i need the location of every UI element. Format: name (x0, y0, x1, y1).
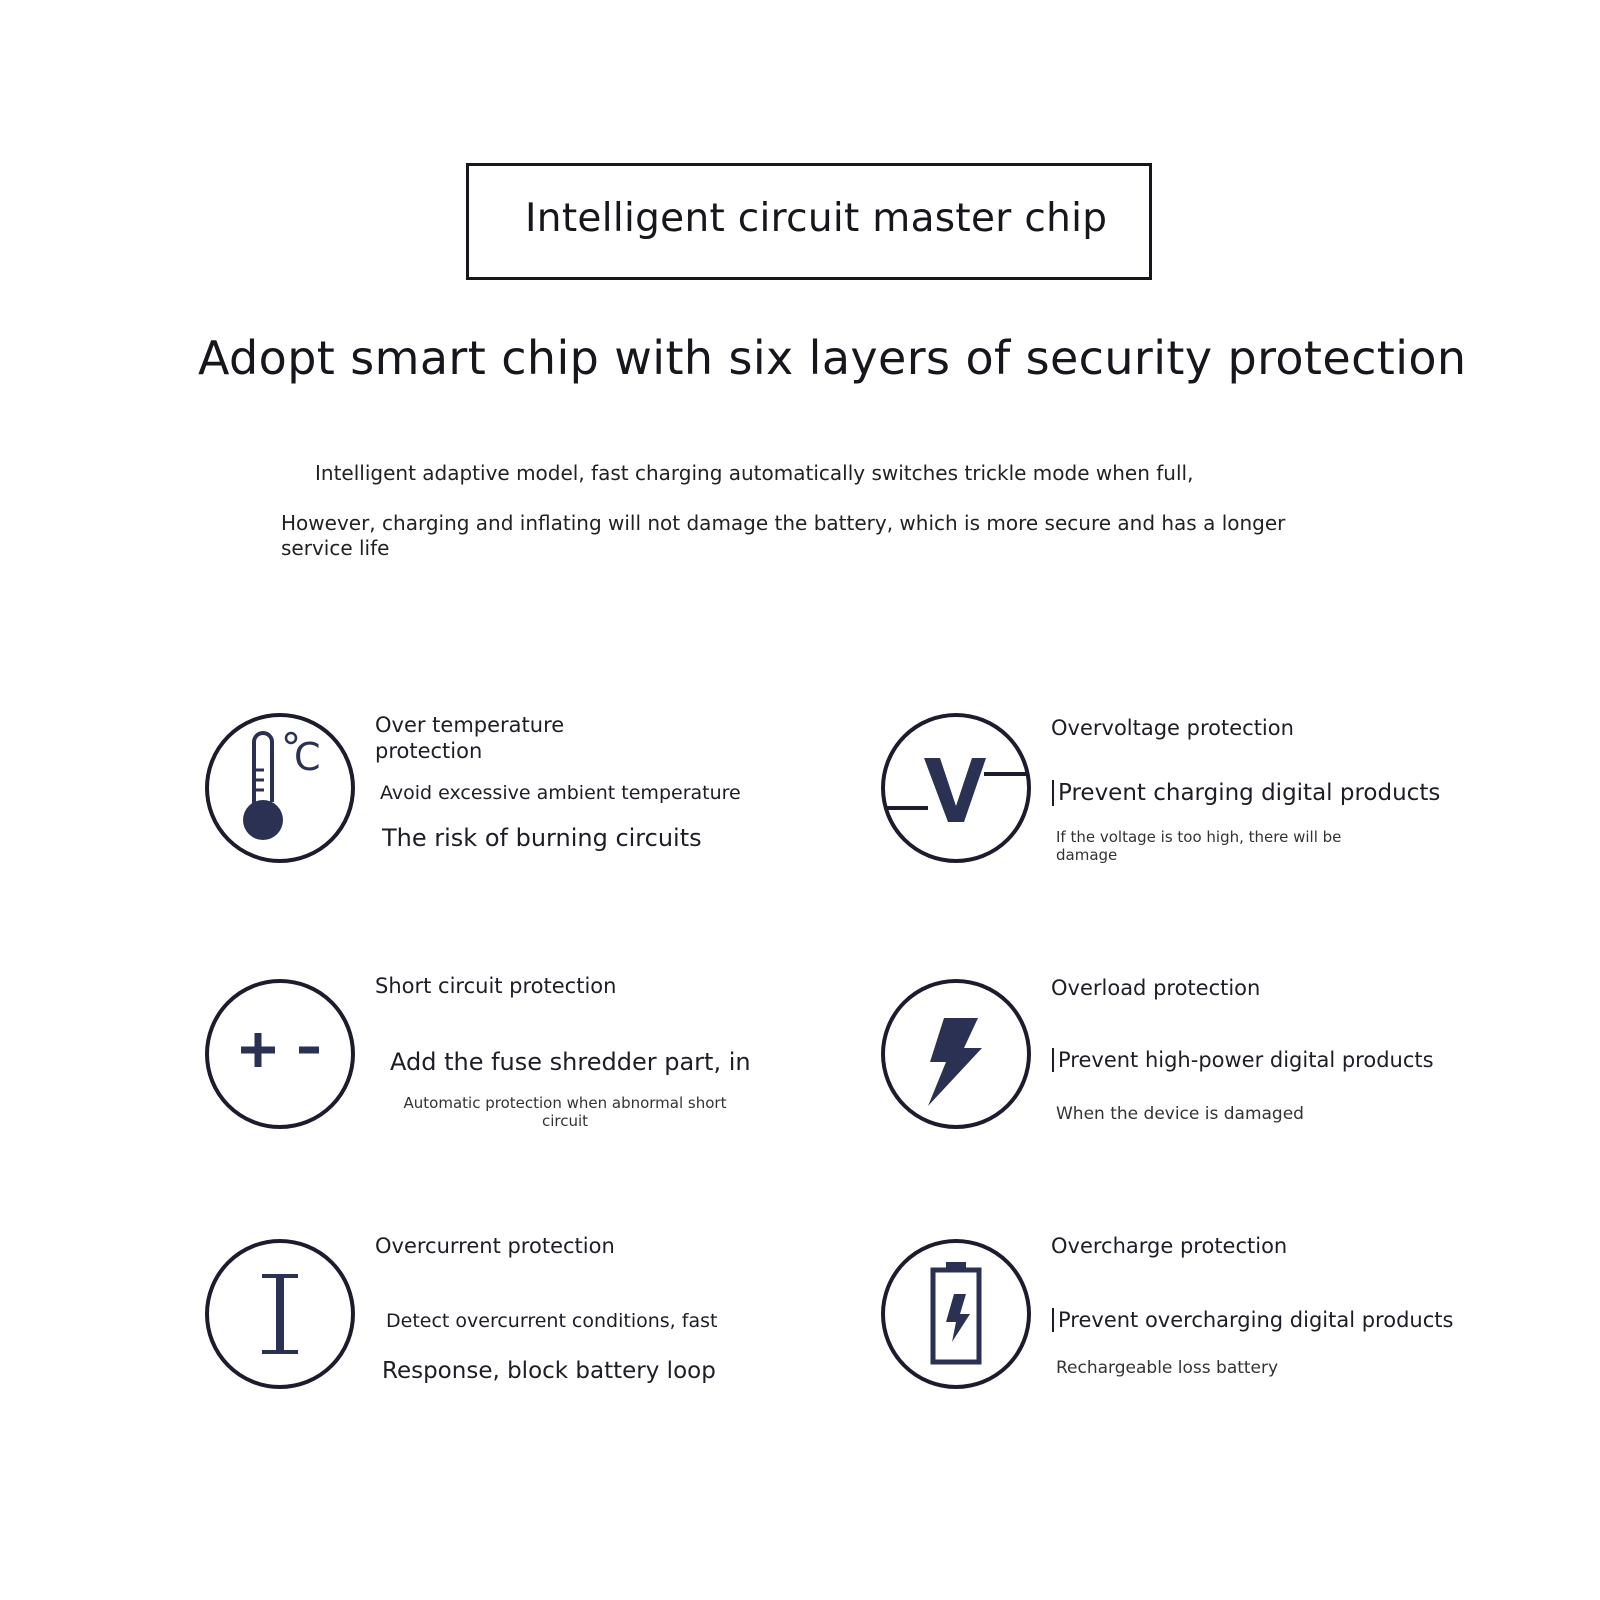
intro-line-2: However, charging and inflating will not damage the battery, which is more secure and has a longer service life (281, 511, 1286, 560)
thermometer-celsius-icon (204, 712, 356, 864)
feature-overcharge (880, 1234, 1480, 1428)
feature-line-2: Automatic protection when abnormal short circuit (403, 1094, 727, 1130)
feature-line-1: Prevent overcharging digital products (1052, 1308, 1453, 1332)
feature-line-2: Response, block battery loop (382, 1358, 716, 1384)
feature-line-1: Avoid excessive ambient temperature (380, 782, 741, 804)
feature-line-1: Prevent charging digital products (1052, 780, 1440, 806)
svg-text:C: C (294, 735, 321, 779)
feature-line-2: When the device is damaged (1056, 1104, 1304, 1124)
feature-line-2: If the voltage is too high, there will be damage (1056, 828, 1342, 864)
feature-line-1: Detect overcurrent conditions, fast (386, 1310, 718, 1332)
feature-title: Short circuit protection (375, 974, 617, 998)
feature-line-2: Rechargeable loss battery (1056, 1358, 1279, 1378)
feature-overvoltage (880, 712, 1480, 902)
box-title: Intelligent circuit master chip (525, 196, 1108, 241)
feature-short-circuit (204, 974, 804, 1168)
intro-line-1: Intelligent adaptive model, fast charging automatically switches trickle mode when full, (315, 461, 1194, 485)
feature-title: Over temperature protection (375, 713, 565, 763)
feature-overcurrent (204, 1234, 804, 1428)
feature-title: Overload protection (1051, 976, 1261, 1000)
feature-title: Overvoltage protection (1051, 716, 1294, 740)
feature-line-1: Add the fuse shredder part, in (390, 1048, 751, 1076)
voltage-v-icon (880, 712, 1032, 864)
feature-line-2: The risk of burning circuits (382, 824, 702, 852)
feature-line-1: Prevent high-power digital products (1052, 1048, 1434, 1072)
feature-title: Overcurrent protection (375, 1234, 615, 1258)
lightning-bolt-icon (880, 978, 1032, 1130)
battery-charging-icon (880, 1238, 1032, 1390)
title-box (466, 163, 1152, 280)
feature-overload (880, 978, 1480, 1168)
feature-title: Overcharge protection (1051, 1234, 1288, 1258)
current-i-icon (204, 1238, 356, 1390)
plus-minus-icon (204, 978, 356, 1130)
headline: Adopt smart chip with six layers of security protection (198, 331, 1467, 385)
feature-over-temperature (204, 712, 804, 902)
